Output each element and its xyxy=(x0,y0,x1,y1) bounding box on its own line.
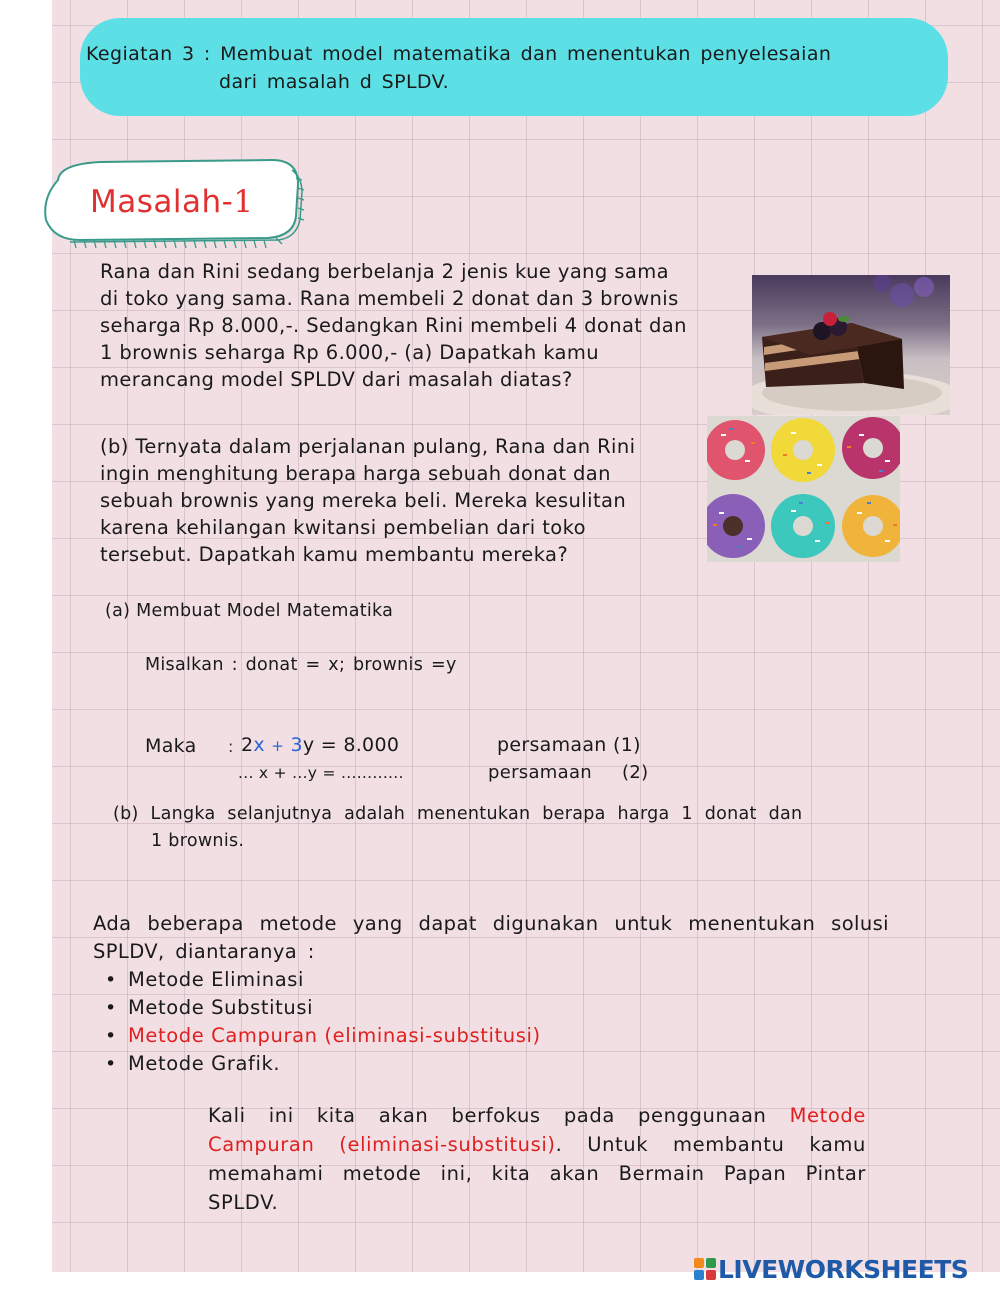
method-list xyxy=(105,966,541,1078)
methods-intro: Ada beberapa metode yang dapat digunakan untuk menentukan solusi SPLDV, diantaranya : xyxy=(93,912,889,963)
eq1-coef-b: 3 xyxy=(290,734,303,756)
activity-title xyxy=(86,40,906,96)
brownie-cake-photo xyxy=(752,275,950,415)
closing-paragraph xyxy=(208,1101,866,1217)
closing-post: . Untuk membantu kamu memahami metode ini, kita akan Bermain Papan Pintar SPLDV. xyxy=(208,1133,866,1214)
closing-highlight: Metode Campuran (eliminasi-substitusi) xyxy=(208,1104,866,1156)
method-item-elimination: • Metode Eliminasi xyxy=(105,966,541,994)
problem-paragraph-b: (b) Ternyata dalam perjalanan pulang, Rana dan Rini ingin menghitung berapa harga sebuah donat dan sebuah brownis yang mereka beli. Mereka kesulitan karena kehilangan kwitansi pembelian dari toko tersebut. Dapatkah kamu membantu mereka? xyxy=(100,435,636,566)
problem-heading-text: Masalah- xyxy=(90,184,234,220)
problem-heading xyxy=(90,184,254,220)
equation-1-label: persamaan (1) xyxy=(497,734,641,756)
variable-definition: Misalkan : donat = x; brownis =y xyxy=(145,655,457,675)
equation-2-blank[interactable]: ... x + ...y = ............ xyxy=(238,764,404,782)
maka-colon: : xyxy=(228,737,234,756)
method-item-combined: • Metode Campuran (eliminasi-substitusi) xyxy=(105,1022,541,1050)
activity-line-2: dari masalah d SPLDV. xyxy=(219,71,450,93)
problem-heading-number: 1 xyxy=(233,184,254,220)
liveworksheets-wordmark: LIVEWORKSHEETS xyxy=(718,1255,969,1284)
equation-2-number: (2) xyxy=(622,762,649,783)
closing-pre: Kali ini kita akan berfokus pada penggunaan xyxy=(208,1104,790,1127)
problem-paragraph-a: Rana dan Rini sedang berbelanja 2 jenis kue yang sama di toko yang sama. Rana membeli 2 donat dan 3 brownis seharga Rp 8.000,-. Sedangkan Rini membeli 4 donat dan 1 brownis seharga Rp 6.000,- (a) Dapatkah kamu merancang model SPLDV dari masalah diatas? xyxy=(100,260,687,391)
part-b-line-1: (b) Langka selanjutnya adalah menentukan berapa harga 1 donat dan xyxy=(113,804,803,824)
eq1-coef-a: 2 xyxy=(241,734,254,756)
eq1-var-x: x xyxy=(253,734,265,756)
method-item-substitution: • Metode Substitusi xyxy=(105,994,541,1022)
equation-1 xyxy=(241,734,399,756)
part-b-line-2: 1 brownis. xyxy=(151,831,245,851)
part-a-title: (a) Membuat Model Matematika xyxy=(105,601,394,621)
equation-2-label: persamaan xyxy=(488,762,593,783)
eq1-rest: y = 8.000 xyxy=(302,734,400,756)
eq1-plus: + xyxy=(271,737,285,755)
activity-line-1: Kegiatan 3 : Membuat model matematika dan menentukan penyelesaian xyxy=(86,43,832,65)
method-item-graph: • Metode Grafik. xyxy=(105,1050,541,1078)
liveworksheets-logo-icon xyxy=(694,1258,716,1280)
maka-label: Maka xyxy=(145,735,197,757)
donuts-photo xyxy=(707,416,900,562)
